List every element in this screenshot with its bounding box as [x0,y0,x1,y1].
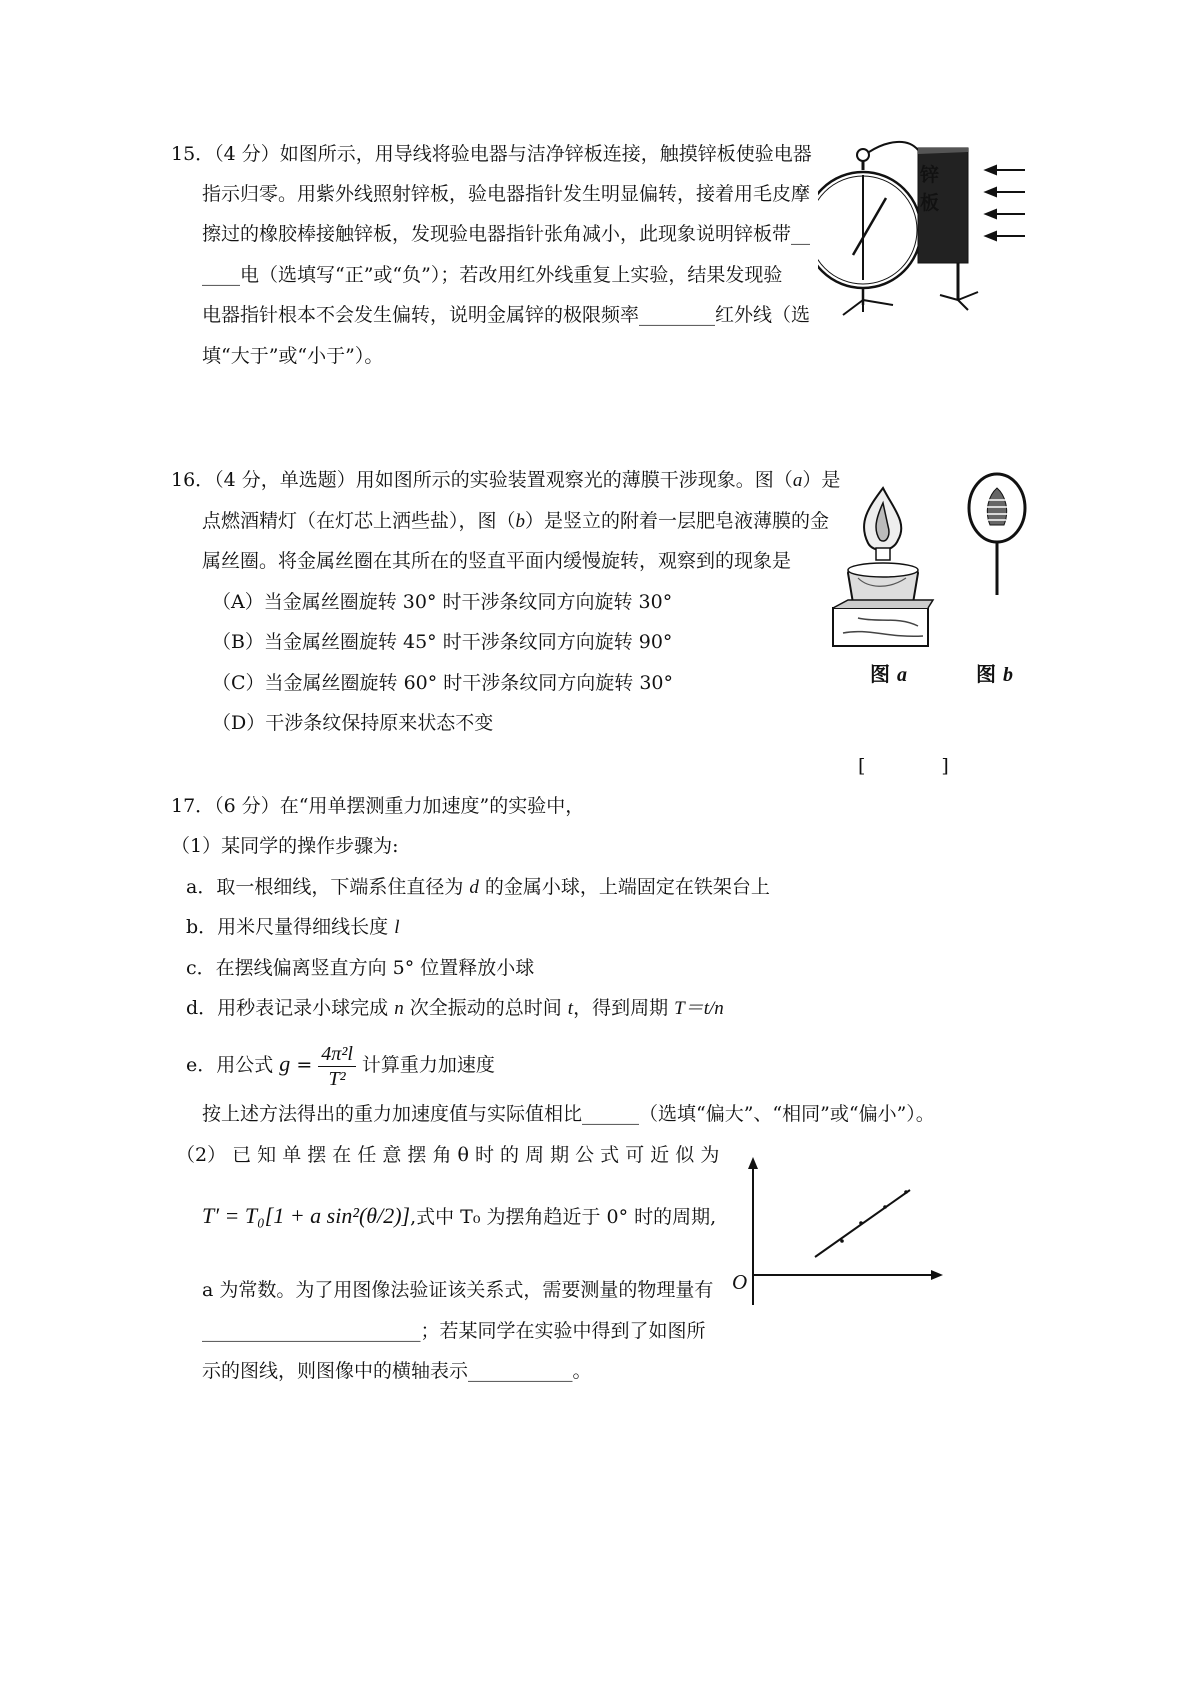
q17-graph [725,1155,950,1315]
q16-option-c: （C）当金属丝圈旋转 60° 时干涉条纹同方向旋转 30° [212,672,674,694]
q17-part-2-line-4: _______________________；若某同学在实验中得到了如图所 [202,1320,706,1342]
q17-part-2-line-5: 示的图线，则图像中的横轴表示___________。 [202,1360,592,1382]
alcohol-lamp-figure [828,478,938,648]
q17-part-1: （1）某同学的操作步骤为: [171,835,399,857]
q17-step-c: c．在摆线偏离竖直方向 5° 位置释放小球 [186,957,535,979]
figure-a-caption: 图 a [870,662,907,686]
q16-option-b: （B）当金属丝圈旋转 45° 时干涉条纹同方向旋转 90° [212,631,673,653]
q17-step-a: a．取一根细线，下端系住直径为 d 的金属小球，上端固定在铁架台上 [186,876,770,898]
figure-b-caption: 图 b [976,662,1013,686]
q17-title: 17．（6 分）在“用单摆测重力加速度”的实验中， [171,795,585,817]
q16-answer-bracket: [ ] [858,755,949,777]
q17-step-d: d．用秒表记录小球完成 n 次全振动的总时间 t，得到周期 T＝t/n [186,997,724,1019]
q17-step-b: b．用米尺量得细线长度 l [186,916,400,938]
q15-line-5: 电器指针根本不会发生偏转，说明金属锌的极限频率________红外线（选 [202,304,811,326]
q16-option-a: （A）当金属丝圈旋转 30° 时干涉条纹同方向旋转 30° [212,591,673,613]
zinc-plate-label-1: 锌 [920,164,940,186]
q15-line-2: 指示归零。用紫外线照射锌板，验电器指针发生明显偏转，接着用毛皮摩 [202,183,811,205]
q15-line-3: 擦过的橡胶棒接触锌板，发现验电器指针张角减小，此现象说明锌板带__ [202,223,811,245]
q16-option-d: （D）干涉条纹保持原来状态不变 [212,712,494,734]
q16-line-1: 16．（4 分，单选题）用如图所示的实验装置观察光的薄膜干涉现象。图（a）是 [171,469,841,491]
zinc-plate-label-2: 板 [920,192,940,214]
q17-part-2-line-1: （2） 已 知 单 摆 在 任 意 摆 角 θ 时 的 周 期 公 式 可 近 似 为 [176,1144,720,1166]
q17-result: 按上述方法得出的重力加速度值与实际值相比______（选填“偏大”、“相同”或“偏小”）。 [202,1103,935,1125]
q15-line-4: ____电（选填写“正”或“负”）；若改用红外线重复上实验，结果发现验 [202,264,783,286]
q16-line-2: 点燃酒精灯（在灯芯上洒些盐），图（b）是竖立的附着一层肥皂液薄膜的金 [202,510,830,532]
q15-line-1: 15．（4 分）如图所示，用导线将验电器与洁净锌板连接，触摸锌板使验电器 [171,143,812,165]
q15-line-6: 填“大于”或“小于”）。 [202,345,384,367]
q17-part-2-line-3: a 为常数。为了用图像法验证该关系式，需要测量的物理量有 [202,1279,714,1301]
soap-film-ring-figure [962,470,1037,600]
q16-line-3: 属丝圈。将金属丝圈在其所在的竖直平面内缓慢旋转，观察到的现象是 [202,550,792,572]
q17-part-2-formula: T′ = T₀[1 + a sin²(θ/2)],式中 T₀ 为摆角趋近于 0° 时的周期, [202,1203,717,1228]
gravity-formula-fraction: $\frac{\text{4π²l}}{\text{T²}}$ [318,1042,356,1091]
graph-origin-label: O [732,1270,748,1294]
q17-step-e: e．用公式 g = $\frac{\text{4π²l}}{\text{T²}}$ 计算重力加速度 [186,1042,495,1090]
